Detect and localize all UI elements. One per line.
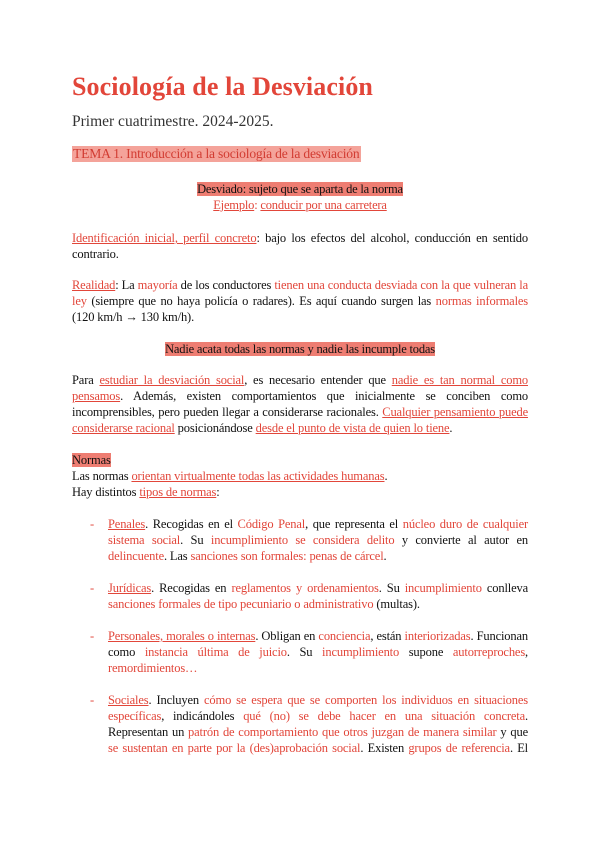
text-span: . <box>525 709 528 723</box>
paragraph-identificacion <box>72 230 528 262</box>
text-span: : La <box>115 278 138 292</box>
text-span: . <box>383 549 387 563</box>
text-span: (siempre que no haya policía o radares). Es aquí cuando surgen las <box>86 294 436 308</box>
text-span: considerarse racional <box>72 421 175 435</box>
text-span: Personales, morales o internas <box>108 629 256 643</box>
paragraph-line <box>72 230 528 246</box>
text-span: desde el punto de vista de quien lo tiene <box>255 421 450 435</box>
text-span: , que representa el <box>305 517 403 531</box>
text-span: grupos de referencia <box>408 741 510 755</box>
paragraph-line <box>108 548 528 564</box>
definition-desviado <box>72 182 528 197</box>
text-span: incumplimiento <box>322 645 400 659</box>
list-bullet: - <box>90 693 95 707</box>
paragraph-realidad <box>72 277 528 325</box>
text-span: y convierte al autor en <box>394 533 528 547</box>
paragraph-line <box>108 516 528 532</box>
list-bullet: - <box>90 629 95 643</box>
text-span: como <box>108 645 145 659</box>
text-span: , indicándoles <box>161 709 244 723</box>
paragraph-line: (120 km/h → 130 km/h). <box>72 310 195 324</box>
text-span: sanciones formales de tipo pecuniario o administrativo <box>108 597 374 611</box>
text-span: incomprensibles, pero pueden llegar a considerarse racionales. <box>72 405 383 419</box>
text-span: . Su <box>286 645 323 659</box>
text-span: tienen una conducta desviada con la que vulneran la <box>274 278 528 292</box>
list-item-juridicas <box>72 580 528 612</box>
paragraph-line: contrario. <box>72 247 119 261</box>
paragraph-line <box>108 532 528 548</box>
text-span: autorreproches <box>452 645 526 659</box>
text-span: . Su <box>378 581 405 595</box>
definition-example <box>72 198 528 213</box>
text-span: Realidad <box>72 278 116 292</box>
paragraph-line <box>72 293 528 309</box>
text-span: . Incluyen <box>148 693 204 707</box>
paragraph-line <box>72 452 528 468</box>
banner-statement <box>72 342 528 357</box>
text-span: Las normas <box>72 469 132 483</box>
paragraph-line <box>72 277 528 293</box>
text-span: pensamos <box>72 389 121 403</box>
paragraph-line <box>108 580 528 596</box>
text-span: . <box>384 469 388 483</box>
text-span: Jurídicas <box>108 581 152 595</box>
paragraph-line <box>108 692 528 708</box>
example-sep: : <box>254 198 261 212</box>
text-span: mayoría <box>137 278 178 292</box>
text-span: Código Penal <box>237 517 306 531</box>
list-item-penales <box>72 516 528 564</box>
paragraph-line <box>72 372 528 388</box>
list-bullet: - <box>90 581 95 595</box>
text-span: cómo se espera que se comporten los individuos en situaciones <box>204 693 528 707</box>
list-item-personales <box>72 628 528 676</box>
paragraph-line <box>108 740 528 756</box>
paragraph-line <box>108 644 528 660</box>
text-span: . Obligan en <box>255 629 319 643</box>
text-span: se sustentan en parte por la (des)aprobación social <box>108 741 361 755</box>
text-span: reglamentos y ordenamientos <box>231 581 379 595</box>
text-span: Cualquier pensamiento puede <box>382 405 528 419</box>
text-span: . Su <box>180 533 211 547</box>
text-span: delincuente <box>108 549 164 563</box>
text-span: normas informales <box>435 294 529 308</box>
text-span: . Existen <box>360 741 409 755</box>
list-bullet: - <box>90 517 95 531</box>
paragraph-line: remordimientos… <box>108 661 198 675</box>
text-span: patrón de comportamiento que otros juzgan de manera similar <box>188 725 497 739</box>
text-span: qué (no) se debe hacer en una situación concreta <box>243 709 526 723</box>
text-span: posicionándose <box>174 421 256 435</box>
banner-text: Nadie acata todas las normas y nadie las incumple todas <box>165 342 435 356</box>
text-span: ley <box>72 294 87 308</box>
text-span: . Recogidas en <box>151 581 232 595</box>
text-span: nadie es tan normal como <box>391 373 528 387</box>
text-span: sanciones son formales: penas de cárcel <box>190 549 384 563</box>
text-span: interiorizadas <box>404 629 471 643</box>
text-span: específicas <box>108 709 162 723</box>
text-span: Para <box>72 373 100 387</box>
text-span: : <box>216 485 220 499</box>
text-span: . Funcionan <box>470 629 528 643</box>
paragraph-line <box>72 388 528 404</box>
text-span: tipos de normas <box>139 485 217 499</box>
text-span: , es necesario entender que <box>244 373 392 387</box>
text-span: (multas). <box>373 597 420 611</box>
document-title: Sociología de la Desviación <box>72 72 373 101</box>
text-span: . Además, existen comportamientos que inicialmente se conciben como <box>120 389 528 403</box>
paragraph-line <box>72 468 528 484</box>
text-span: instancia última de juicio <box>144 645 287 659</box>
definition-text: Desviado: sujeto que se aparta de la norma <box>197 182 403 196</box>
text-span: Hay distintos <box>72 485 140 499</box>
text-span: supone <box>399 645 453 659</box>
paragraph-line <box>108 596 528 612</box>
text-span: de los conductores <box>177 278 275 292</box>
document-subtitle: Primer cuatrimestre. 2024-2025. <box>72 113 274 130</box>
text-span: Identificación inicial, perfil concreto <box>72 231 257 245</box>
text-span: estudiar la desviación social <box>99 373 245 387</box>
paragraph-line <box>108 628 528 644</box>
text-span: . Recogidas en el <box>145 517 238 531</box>
text-span: orientan virtualmente todas las actividades humanas <box>131 469 385 483</box>
text-span: Sociales <box>108 693 149 707</box>
text-span: Representan un <box>108 725 189 739</box>
text-span: incumplimiento <box>404 581 482 595</box>
text-span: , <box>525 645 529 659</box>
example-label: Ejemplo <box>213 198 255 212</box>
text-span: : bajo los efectos del alcohol, conducción en sentido <box>256 231 528 245</box>
example-text: conducir por una carretera <box>260 198 387 212</box>
section-normas <box>72 452 528 500</box>
list-item-sociales <box>72 692 528 756</box>
text-span: . Las <box>163 549 191 563</box>
text-span: . <box>449 421 453 435</box>
paragraph-line <box>72 404 528 420</box>
paragraph-estudiar <box>72 372 528 436</box>
paragraph-line <box>72 484 528 500</box>
normas-heading: Normas <box>72 453 111 467</box>
paragraph-line <box>108 724 528 740</box>
text-span: conlleva <box>481 581 528 595</box>
text-span: Penales <box>108 517 146 531</box>
paragraph-line <box>108 708 528 724</box>
text-span: conciencia <box>318 629 371 643</box>
text-span: sistema social <box>108 533 181 547</box>
text-span: , están <box>370 629 405 643</box>
text-span: . El <box>509 741 529 755</box>
text-span: núcleo duro de cualquier <box>402 517 528 531</box>
text-span: incumplimiento se considera delito <box>210 533 395 547</box>
text-span: y que <box>496 725 528 739</box>
section-heading-tema-1: TEMA 1. Introducción a la sociología de la desviación <box>73 146 360 161</box>
paragraph-line <box>72 420 528 436</box>
